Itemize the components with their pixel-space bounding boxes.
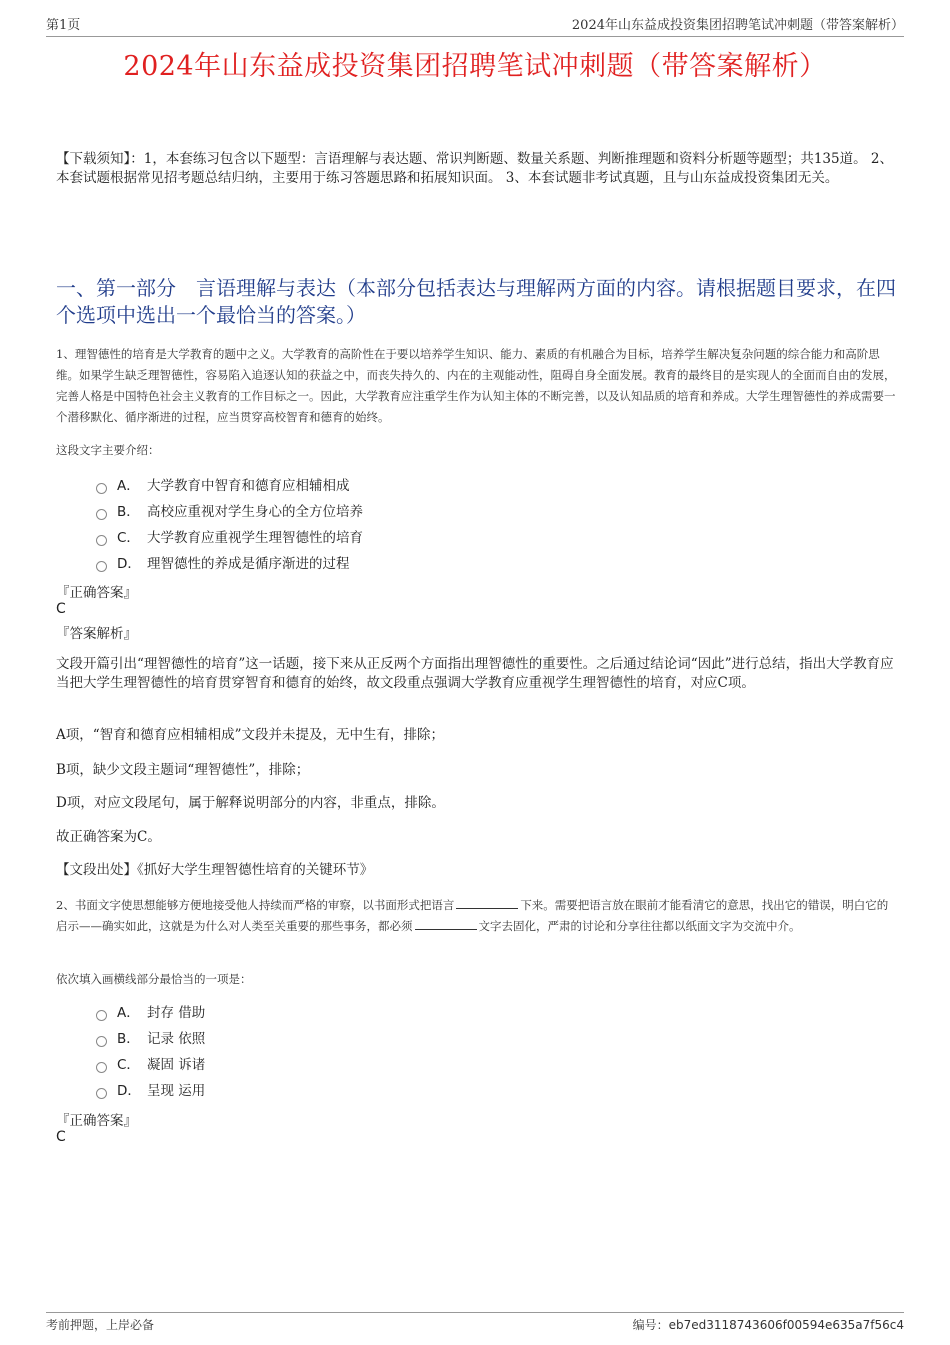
q1-answer: C xyxy=(56,601,66,617)
q2-options xyxy=(96,1000,205,1104)
q1-analysis-main: 文段开篇引出“理智德性的培育”这一话题，接下来从正反两个方面指出理智德性的重要性。之后通过结论词“因此”进行总结，指出大学教育应当把大学生理智德性的培育贯穿智育和德育的始终，故文段重点强调大学教育应重视学生理智德性的培育，对应C项。 xyxy=(56,656,894,691)
q1-analysis-label: 『答案解析』 xyxy=(56,626,137,642)
q1-answer-label: 『正确答案』 xyxy=(56,585,137,601)
document-code: 编号：eb7ed3118743606f00594e635a7f56c4 xyxy=(632,1318,904,1332)
page-title: 2024年山东益成投资集团招聘笔试冲刺题（带答案解析） xyxy=(123,51,827,82)
q2-passage: 2、书面文字使思想能够方便地接受他人持续而严格的审察，以书面形式把语言 下来。需要把语言放在眼前才能看清它的意思，找出它的错误，明白它的启示——确实如此，这就是为什么对人类至关重要的那些事务，都必须 文字去固化，严肃的讨论和分享往往都以纸面文字为交流中介。 xyxy=(56,898,889,933)
q1-passage: 1、理智德性的培育是大学教育的题中之义。大学教育的高阶性在于要以培养学生知识、能力、素质的有机融合为目标，培养学生解决复杂问题的综合能力和高阶思维。如果学生缺乏理智德性，容易陷入追逐认知的获益之中，而丧失持久的、内在的主观能动性，阻碍自身全面发展。教育的最终目的是实现人的全面而自由的发展，完善人格是中国特色社会主义教育的工作目标之一。因此，大学教育应注重学生作为认知主体的不断完善，以及认知品质的培育和养成。大学生理智德性的养成需要一个潜移默化、循序渐进的过程，应当贯穿高校智育和德育的始终。 xyxy=(56,347,896,424)
radio-icon[interactable] xyxy=(96,535,107,546)
page-header xyxy=(46,14,904,37)
radio-icon[interactable] xyxy=(96,1010,107,1021)
radio-icon[interactable] xyxy=(96,483,107,494)
header-doc-title: 2024年山东益成投资集团招聘笔试冲刺题（带答案解析） xyxy=(571,18,904,33)
q1-question: 这段文字主要介绍： xyxy=(56,443,160,457)
q1-option-b[interactable]: B． 高校应重视对学生身心的全方位培养 xyxy=(96,499,363,525)
radio-icon[interactable] xyxy=(96,1036,107,1047)
q1-source: 【文段出处】《抓好大学生理智德性培育的关键环节》 xyxy=(56,862,374,878)
q2-answer-label: 『正确答案』 xyxy=(56,1113,137,1129)
q2-option-b[interactable]: B． 记录 依照 xyxy=(96,1026,205,1052)
q2-option-c[interactable]: C． 凝固 诉诸 xyxy=(96,1052,205,1078)
q1-option-c[interactable]: C． 大学教育应重视学生理智德性的培育 xyxy=(96,525,363,551)
radio-icon[interactable] xyxy=(96,1088,107,1099)
q2-answer: C xyxy=(56,1129,66,1145)
page-footer xyxy=(46,1312,904,1333)
q2-option-a[interactable]: A． 封存 借助 xyxy=(96,1000,205,1026)
q1-analysis-a: A项，“智育和德育应相辅相成”文段并未提及，无中生有，排除； xyxy=(56,727,445,743)
page-number: 第1页 xyxy=(46,18,81,33)
radio-icon[interactable] xyxy=(96,1062,107,1073)
blank-line xyxy=(456,898,518,909)
radio-icon[interactable] xyxy=(96,561,107,572)
q1-options xyxy=(96,473,363,577)
footer-slogan: 考前押题，上岸必备 xyxy=(46,1318,155,1332)
q1-analysis-d: D项，对应文段尾句，属于解释说明部分的内容，非重点，排除。 xyxy=(56,795,445,811)
section-heading: 一、第一部分 言语理解与表达（本部分包括表达与理解两方面的内容。请根据题目要求，在四个选项中选出一个最恰当的答案。） xyxy=(56,276,896,327)
q1-option-a[interactable]: A． 大学教育中智育和德育应相辅相成 xyxy=(96,473,363,499)
q2-question: 依次填入画横线部分最恰当的一项是： xyxy=(56,972,252,986)
q1-analysis-b: B项，缺少文段主题词“理智德性”，排除； xyxy=(56,762,310,778)
q1-analysis-conclusion: 故正确答案为C。 xyxy=(56,829,161,845)
blank-line xyxy=(415,919,477,930)
q1-option-d[interactable]: D． 理智德性的养成是循序渐进的过程 xyxy=(96,551,363,577)
radio-icon[interactable] xyxy=(96,509,107,520)
q2-option-d[interactable]: D． 呈现 运用 xyxy=(96,1078,205,1104)
download-notice: 【下载须知】：1，本套练习包含以下题型：言语理解与表达题、常识判断题、数量关系题、判断推理题和资料分析题等题型；共135道。 2、本套试题根据常见招考题总结归纳，主要用于练习答题思路和拓展知识面。 3、本套试题非考试真题，且与山东益成投资集团无关。 xyxy=(56,151,893,186)
